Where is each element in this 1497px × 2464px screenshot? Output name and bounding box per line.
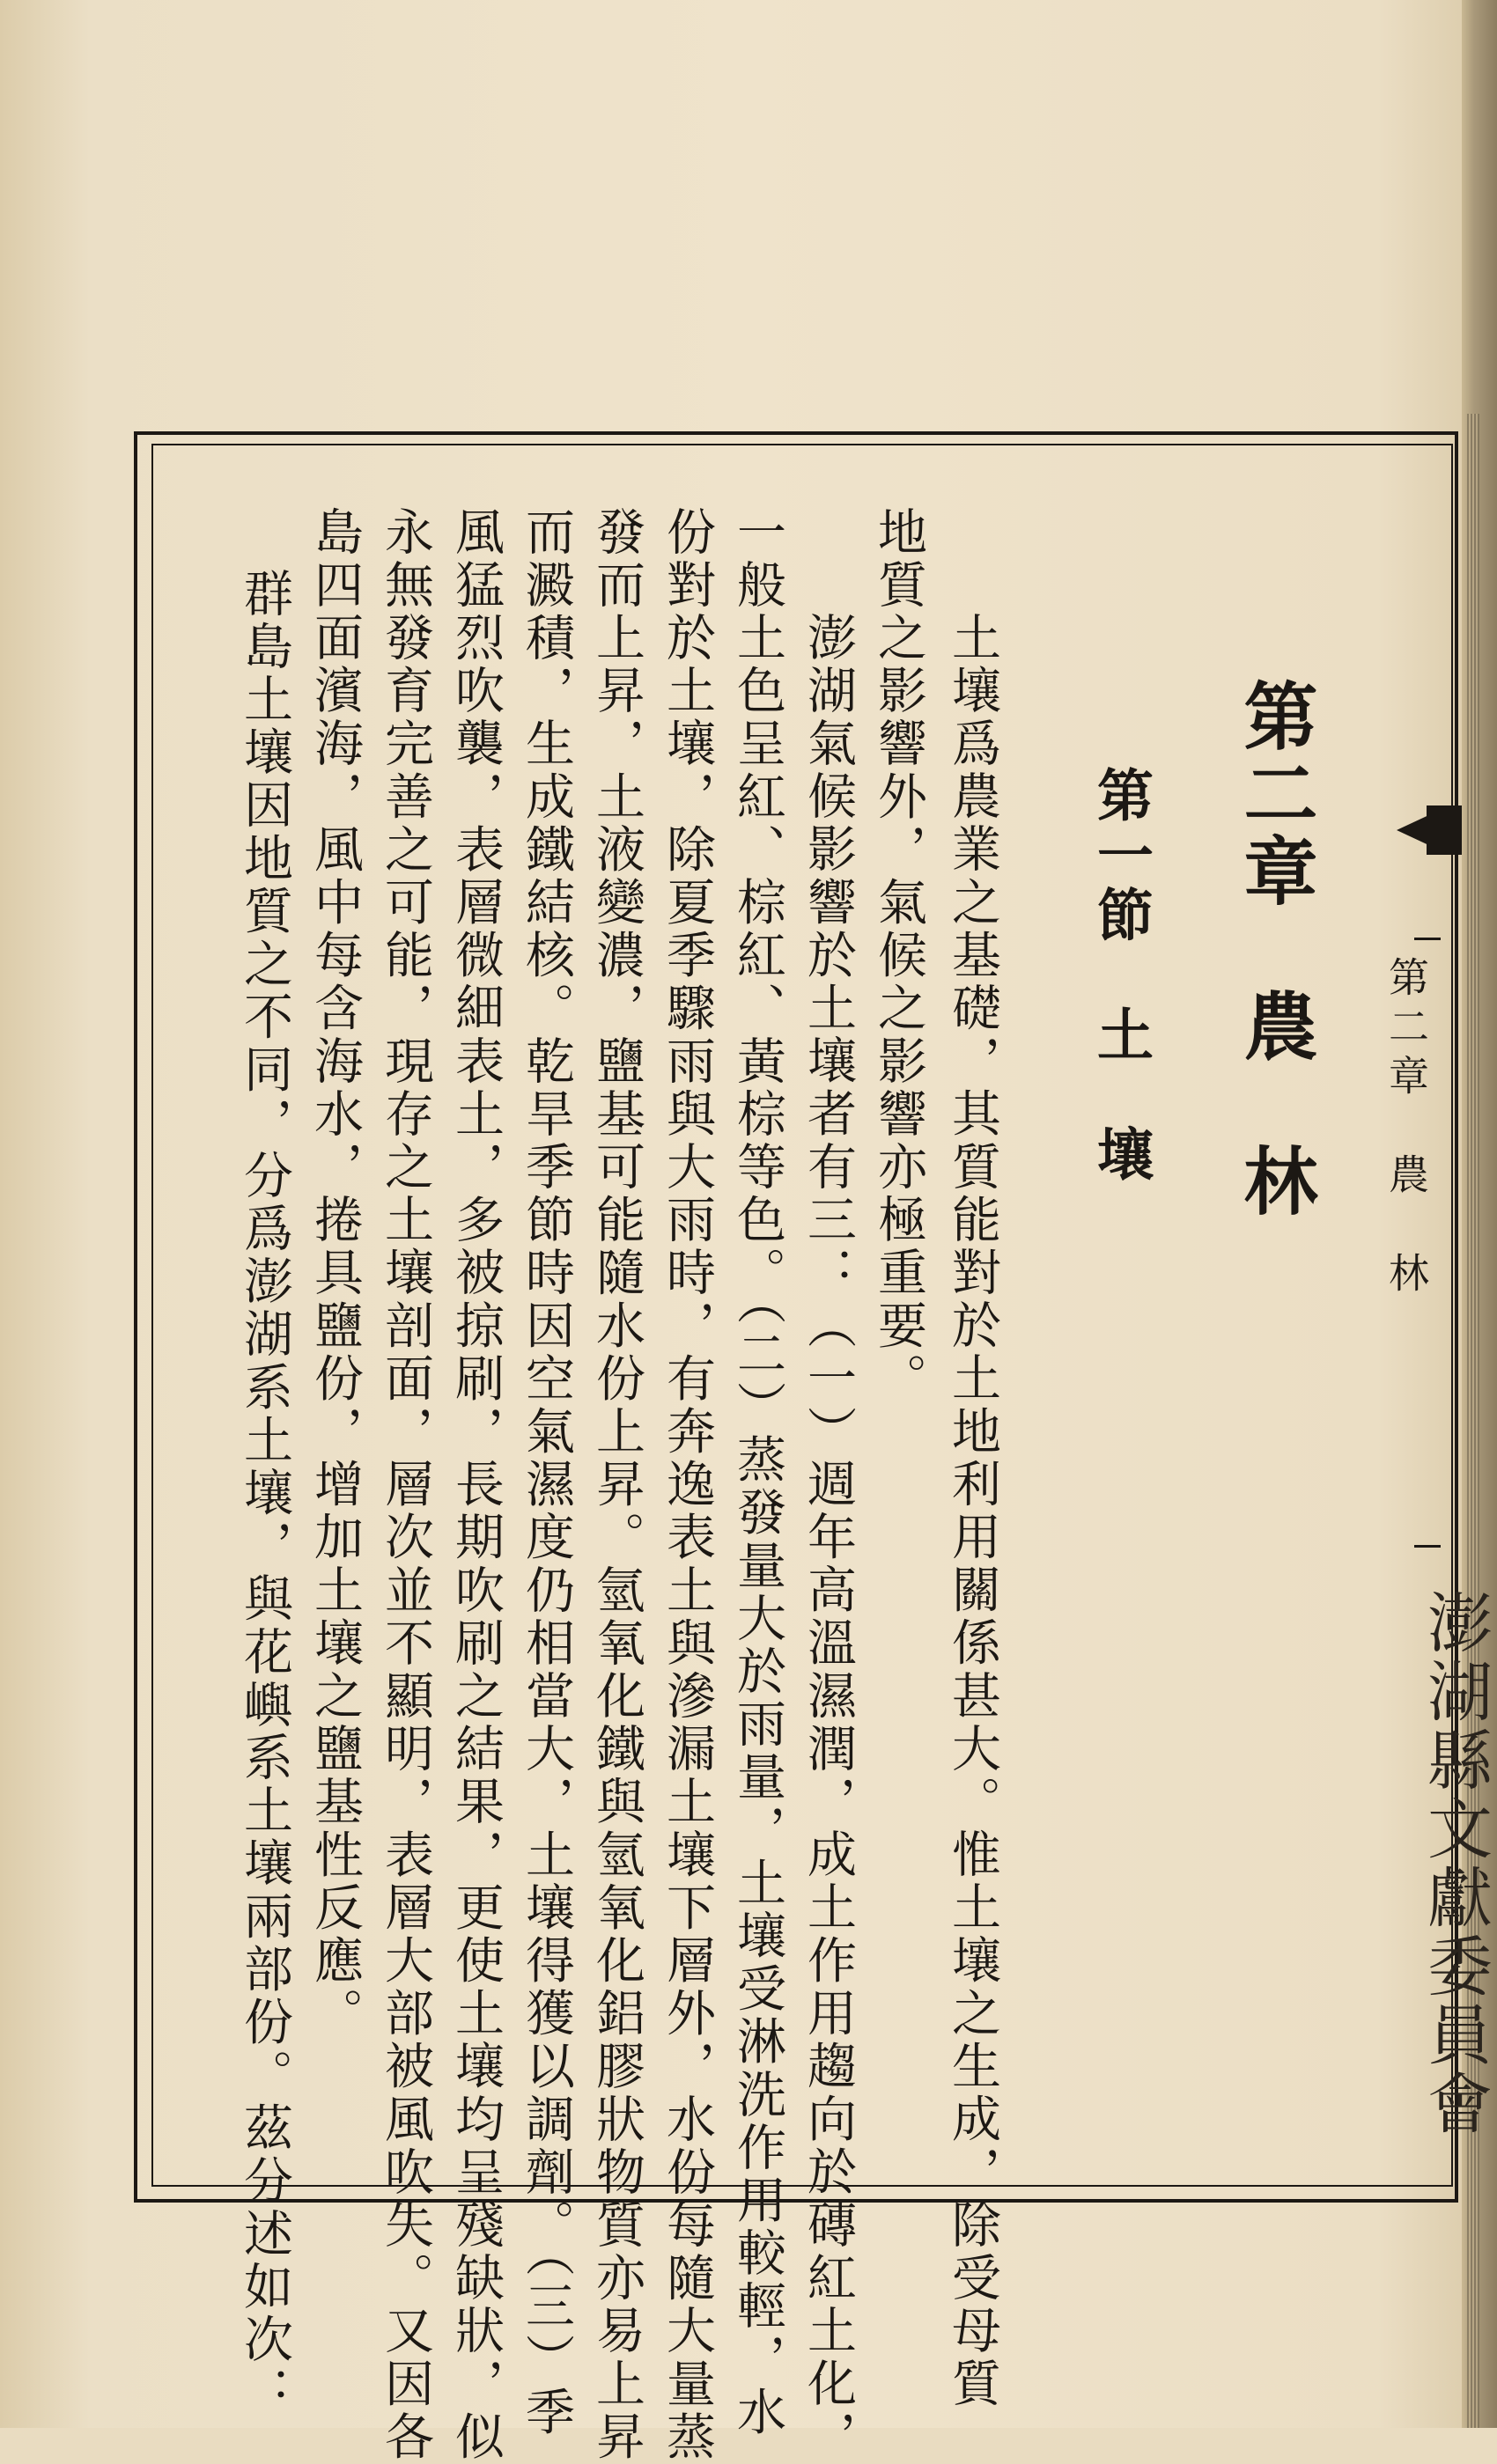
body-column-8: 風猛烈吹襲，表層微細表土，多被掠刷，長期吹刷之結果，更使土壤均呈殘缺狀，似	[447, 506, 505, 2464]
chapter-title: 第二章 農 林	[1232, 678, 1319, 1220]
chapter-tab-bar	[1427, 805, 1462, 855]
running-head-chapter: 第二章 農 林	[1383, 956, 1430, 1301]
body-column-4: 一般土色呈紅、棕紅、黃棕等色。（二）蒸發量大於雨量，土壤受淋洗作用較輕，水	[729, 506, 786, 2439]
running-head-committee: 澎湖縣文獻委員會	[1417, 1589, 1493, 2138]
body-column-11: 群島土壤因地質之不同，分爲澎湖系土壤，與花嶼系土壤兩部份。茲分述如次：	[236, 568, 293, 2420]
body-column-10: 島四面濱海，風中每含海水，捲具鹽份，增加土壤之鹽基性反應。	[306, 506, 364, 2041]
body-column-7: 而澱積，生成鐵結核。乾旱季節時因空氣濕度仍相當大，土壤得獲以調劑。（三）季	[518, 506, 575, 2439]
running-head-rule-top	[1414, 938, 1441, 940]
body-column-3: 澎湖氣候影響於土壤者有三：（一）週年高溫濕潤，成土作用趨向於磚紅土化，	[800, 612, 857, 2464]
body-column-1: 土壤爲農業之基礎，其質能對於土地利用關係甚大。惟土壤之生成，除受母質	[944, 612, 1001, 2411]
body-column-6: 發而上昇，土液變濃，鹽基可能隨水份上昇。氫氧化鐵與氫氧化鋁膠狀物質亦易上昇	[588, 506, 645, 2464]
section-title: 第一節 土 壤	[1088, 766, 1154, 1185]
body-column-5: 份對於土壤，除夏季驟雨與大雨時，有奔逸表土與滲漏土壤下層外，水份每隨大量蒸	[659, 506, 716, 2464]
body-column-9: 永無發育完善之可能，現存之土壤剖面，層次並不顯明，表層大部被風吹失。又因各	[377, 506, 434, 2464]
running-head-rule-bottom	[1414, 1545, 1441, 1548]
body-column-2: 地質之影響外，氣候之影響亦極重要。	[870, 506, 927, 1406]
